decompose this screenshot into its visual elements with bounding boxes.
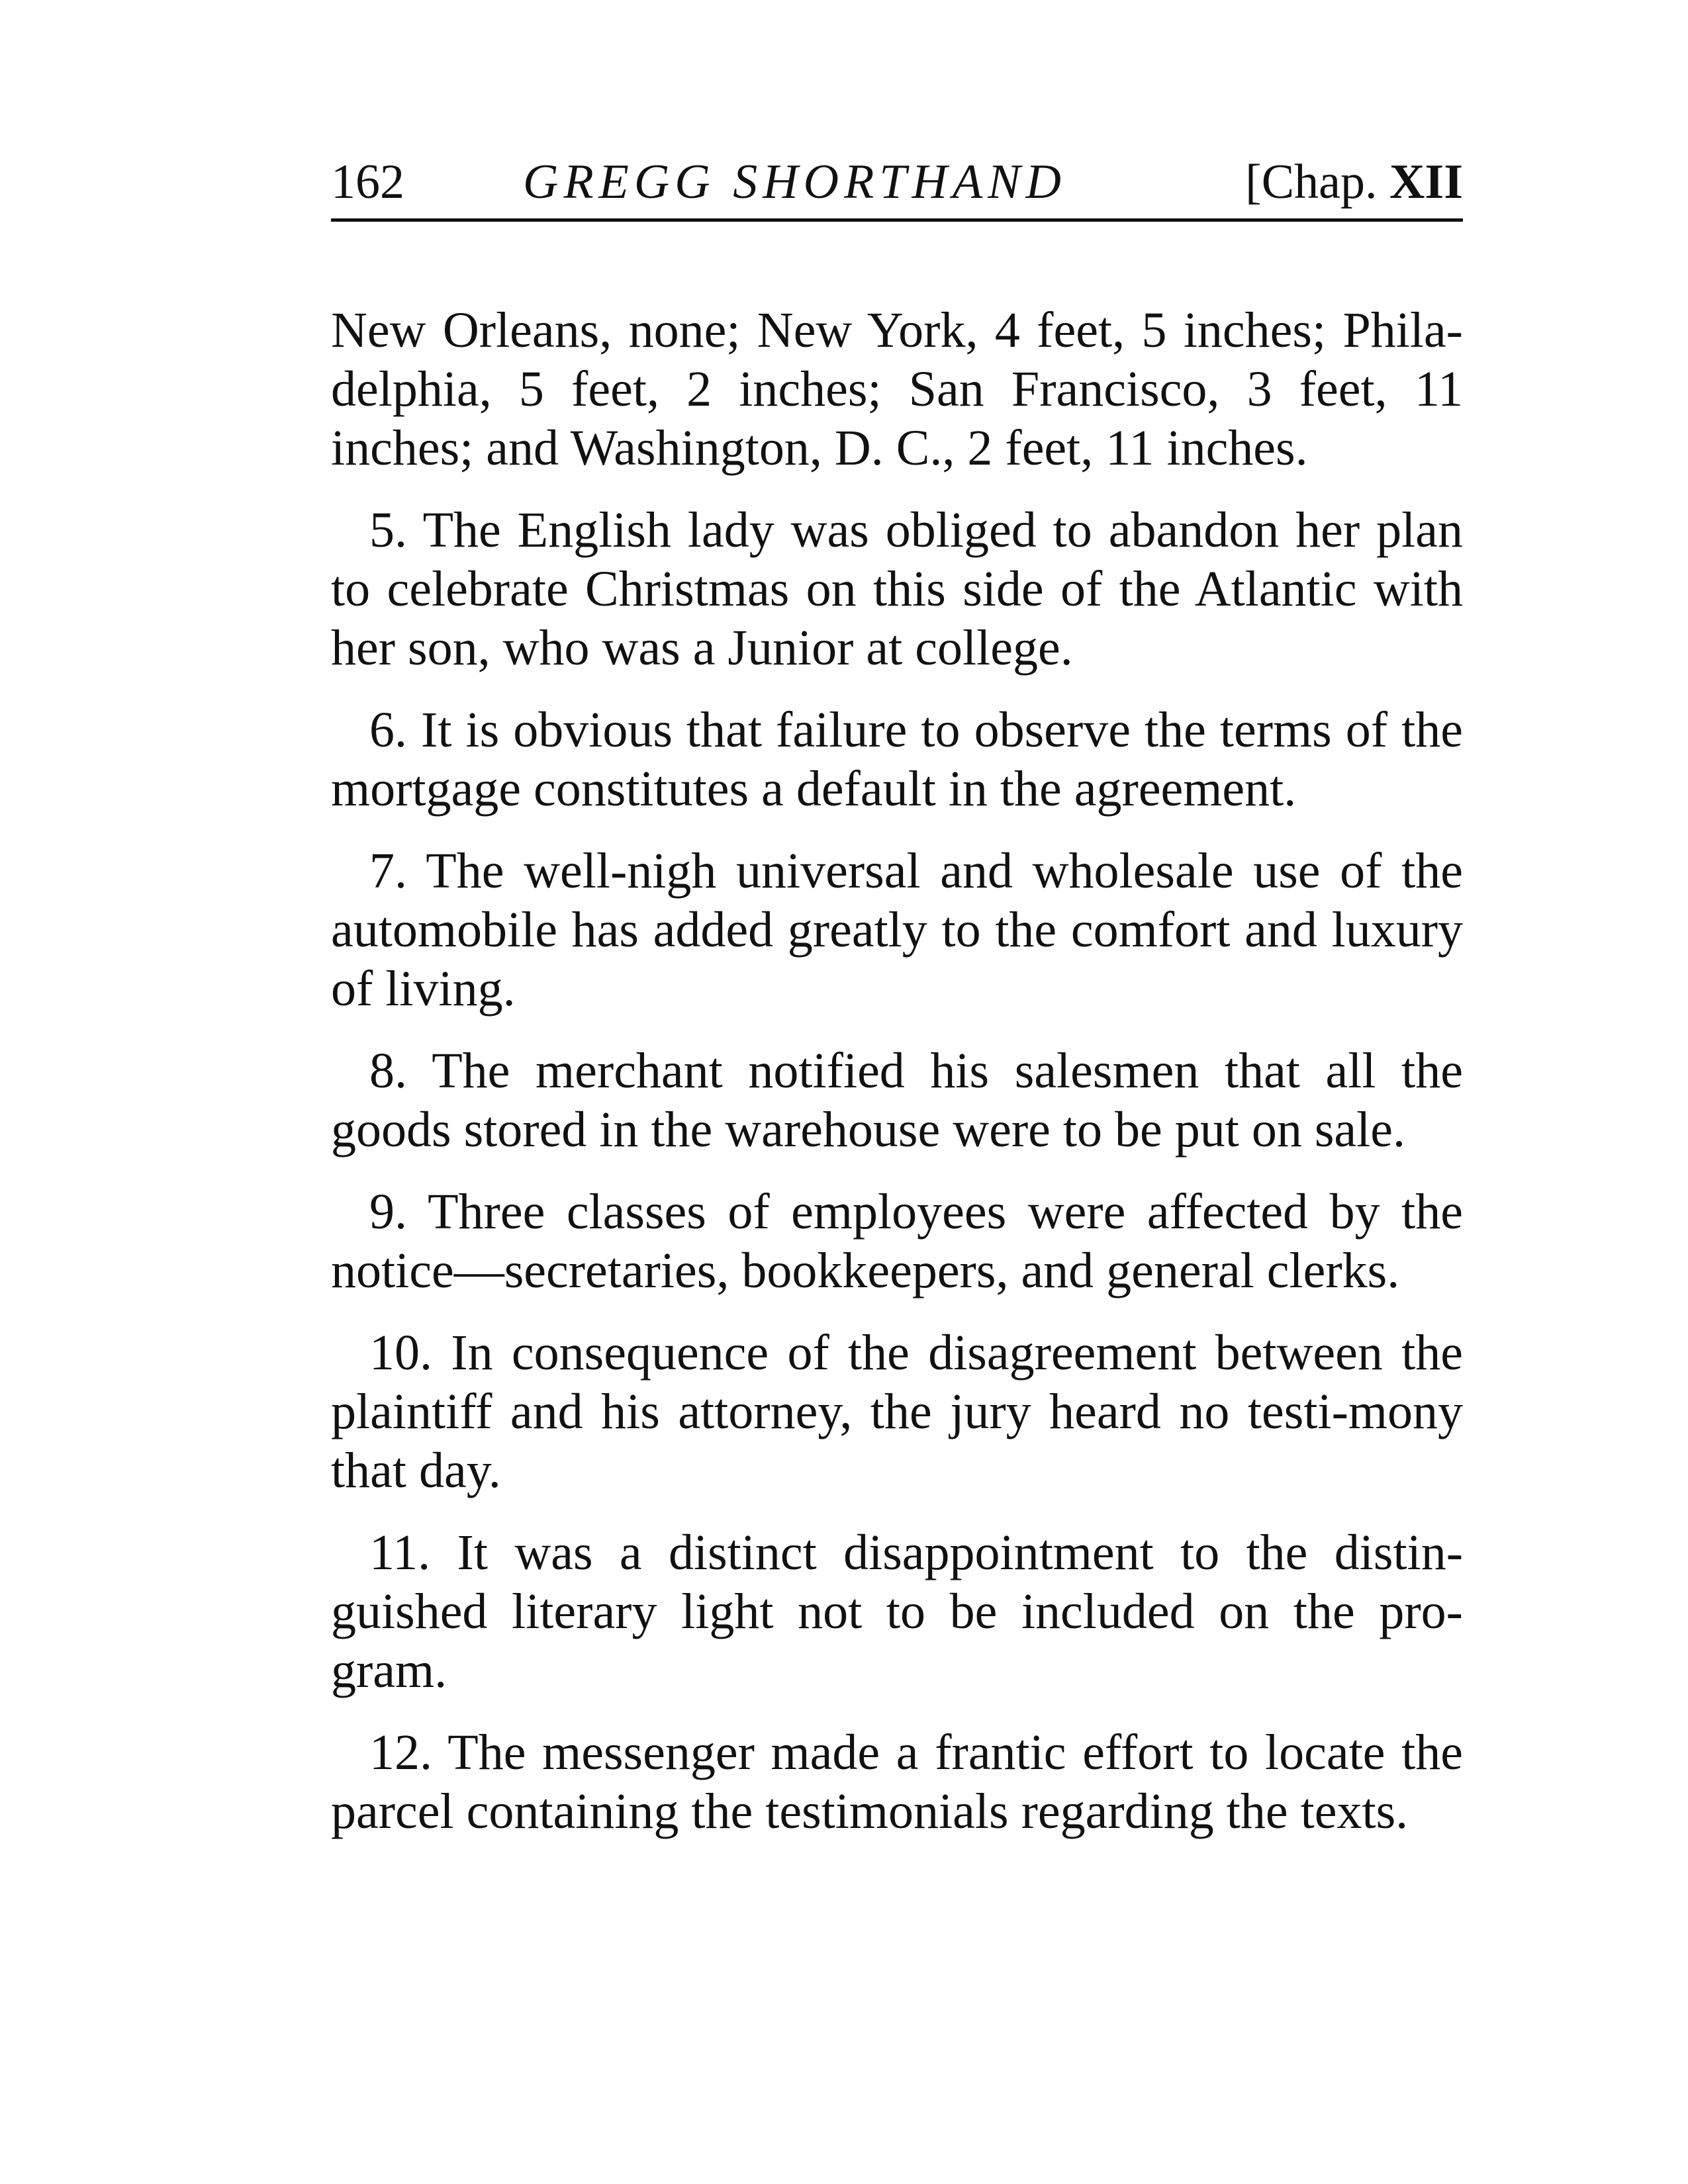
chapter-label: Chap. xyxy=(1261,155,1378,209)
running-head xyxy=(331,149,1463,215)
paragraph-item-8: 8. The merchant notified his salesmen that all the goods stored in the warehouse were to be put on sale. xyxy=(331,1043,1463,1158)
paragraph-item-10: 10. In consequence of the disagreement between the plaintiff and his attorney, the jury heard no testi-mony that day. xyxy=(331,1325,1463,1498)
header-rule xyxy=(331,218,1463,222)
paragraph-continued: New Orleans, none; New York, 4 feet, 5 inches; Phila-delphia, 5 feet, 2 inches; San Francisco, 3 feet, 11 inches; and Washington, D. C., 2 feet, 11 inches. xyxy=(331,302,1463,476)
paragraph-item-6: 6. It is obvious that failure to observe the terms of the mortgage constitutes a default in the agreement. xyxy=(331,702,1463,817)
chapter-bracket: [ xyxy=(1245,155,1262,209)
body-text xyxy=(331,301,1463,1841)
running-title: GREGG SHORTHAND xyxy=(523,155,1066,209)
paragraph-item-7: 7. The well-nigh universal and wholesale use of the automobile has added greatly to the comfort and luxury of living. xyxy=(331,843,1463,1017)
paragraph-item-5: 5. The English lady was obliged to abandon her plan to celebrate Christmas on this side of the Atlantic with her son, who was a Junior at college. xyxy=(331,502,1463,676)
chapter-reference xyxy=(1245,149,1463,215)
chapter-number: XII xyxy=(1389,155,1463,209)
paragraph-item-12: 12. The messenger made a frantic effort to locate the parcel containing the testimonials regarding the texts. xyxy=(331,1725,1463,1839)
page-number: 162 xyxy=(331,155,404,209)
paragraph-item-11: 11. It was a distinct disappointment to the distin-guished literary light not to be included on the pro-gram. xyxy=(331,1525,1463,1698)
paragraph-item-9: 9. Three classes of employees were affected by the notice—secretaries, bookkeepers, and general clerks. xyxy=(331,1184,1463,1298)
